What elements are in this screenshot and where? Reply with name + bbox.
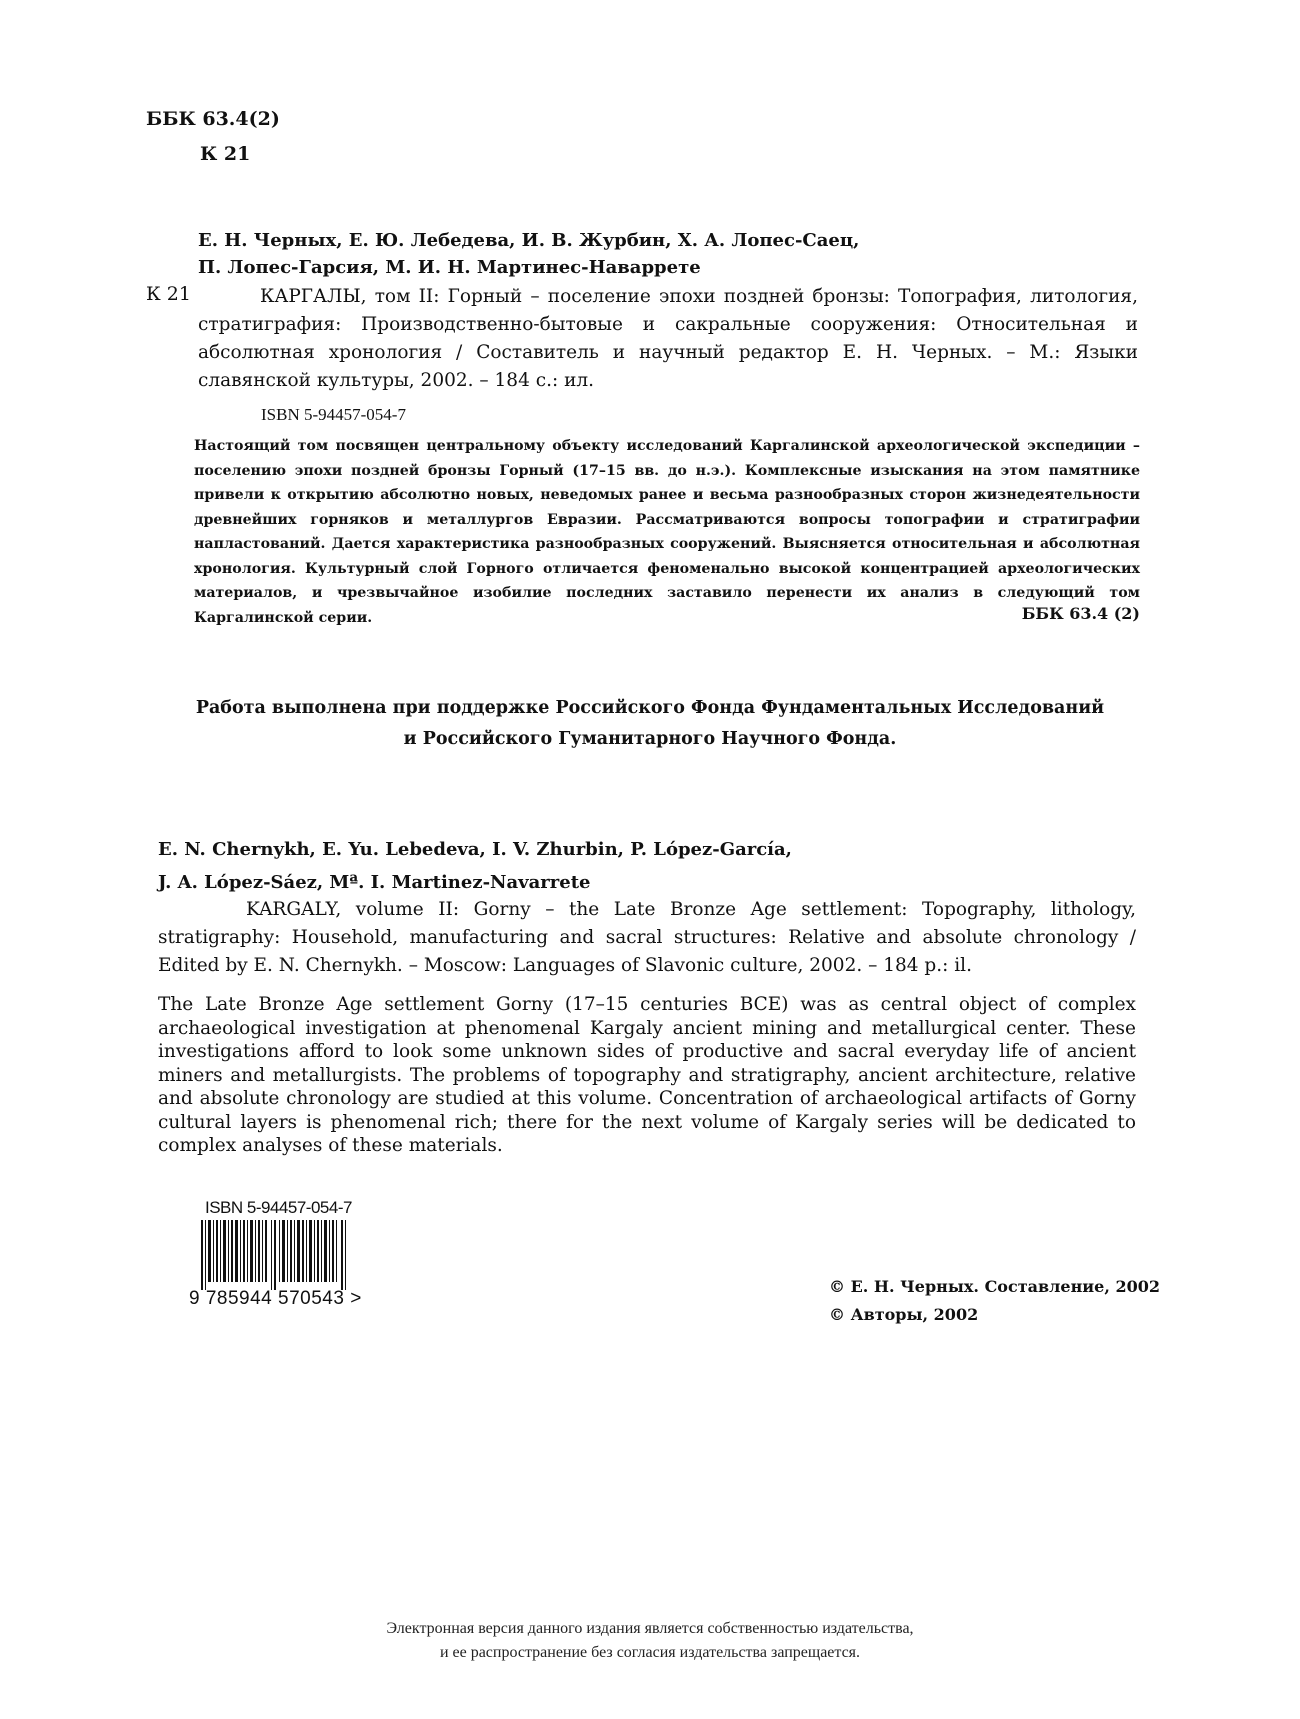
notice-line1: Электронная версия данного издания является собственностью издательства, bbox=[386, 1620, 914, 1637]
isbn-barcode bbox=[189, 1198, 389, 1313]
en-authors-line2: J. A. López-Sáez, Mª. I. Martinez-Navarrete bbox=[158, 872, 591, 893]
en-bibliographic-title: KARGALY, volume II: Gorny – the Late Bronze Age settlement: Topography, lithology, stratigraphy: Household, manufacturing and sacral structures: Relative and absolute chronology / Edited by E. N. Chernykh. – Moscow: Languages of Slavonic culture, 2002. – 184 p.: il. bbox=[158, 899, 1136, 976]
ru-isbn: ISBN 5-94457-054-7 bbox=[261, 405, 406, 424]
funding-line1: Работа выполнена при поддержке Российского Фонда Фундаментальных Исследований bbox=[195, 698, 1105, 718]
bbk-code: ББК 63.4(2) bbox=[146, 108, 280, 130]
ru-abstract: Настоящий том посвящен центральному объекту исследований Каргалинской археологической экспедиции – поселению эпохи поздней бронзы Горный (17–15 вв. до н.э.). Комплексные изыскания на этом памятнике привели к открытию абсолютно новых, неведомых ранее и весьма разнообразных сторон жизнедеятельности древнейших горняков и металлургов Евразии. Рассматриваются вопросы топографии и стратиграфии напластований. Дается характеристика разнообразных сооружений. Выясняется относительная и абсолютная хронология. Культурный слой Горного отличается феноменально высокой концентрацией археологических материалов, и чрезвычайное изобилие последних заставило перенести их анализ в следующий том Каргалинской серии. bbox=[194, 438, 1140, 626]
author-mark: К 21 bbox=[200, 143, 251, 165]
ru-authors bbox=[198, 227, 859, 281]
barcode-bars-icon bbox=[201, 1220, 351, 1290]
funding-line2: и Российского Гуманитарного Научного Фонда. bbox=[403, 729, 897, 749]
funding-note bbox=[150, 693, 1150, 755]
ru-authors-line2: П. Лопес-Гарсия, М. И. Н. Мартинес-Наваррете bbox=[198, 257, 701, 278]
bbk-code-bottom: ББК 63.4 (2) bbox=[1021, 604, 1140, 623]
barcode-isbn-label: ISBN 5-94457-054-7 bbox=[205, 1198, 352, 1217]
copyright-line2: © Авторы, 2002 bbox=[829, 1305, 979, 1324]
author-mark-left: К 21 bbox=[146, 283, 191, 305]
ru-authors-line1: Е. Н. Черных, Е. Ю. Лебедева, И. В. Журбин, Х. А. Лопес-Саец, bbox=[198, 230, 860, 251]
notice-line2: и ее распространение без согласия издательства запрещается. bbox=[439, 1644, 861, 1661]
barcode-digits: 9 785944 570543 > bbox=[189, 1288, 362, 1309]
copyright-block bbox=[829, 1273, 1160, 1329]
en-authors bbox=[158, 833, 792, 899]
ru-bibliographic-title: КАРГАЛЫ, том II: Горный – поселение эпохи поздней бронзы: Топография, литология, стратиграфия: Производственно-бытовые и сакральные сооружения: Относительная и абсолютная хронология / Составитель и научный редактор Е. Н. Черных. – М.: Языки славянской культуры, 2002. – 184 с.: ил. bbox=[198, 286, 1138, 391]
en-abstract: The Late Bronze Age settlement Gorny (17–15 centuries BCE) was as central object of complex archaeological investigation at phenomenal Kargaly ancient mining and metallurgical center. These investigations afford to look some unknown sides of productive and sacral everyday life of ancient miners and metallurgists. The problems of topography and stratigraphy, ancient architecture, relative and absolute chronology are studied at this volume. Concentration of archaeological artifacts of Gorny cultural layers is phenomenal rich; there for the next volume of Kargaly series will be dedicated to complex analyses of these materials. bbox=[158, 994, 1136, 1156]
electronic-edition-notice bbox=[150, 1617, 1150, 1665]
en-authors-line1: E. N. Chernykh, E. Yu. Lebedeva, I. V. Zhurbin, P. López-García, bbox=[158, 839, 792, 860]
copyright-line1: © Е. Н. Черных. Составление, 2002 bbox=[829, 1277, 1161, 1296]
